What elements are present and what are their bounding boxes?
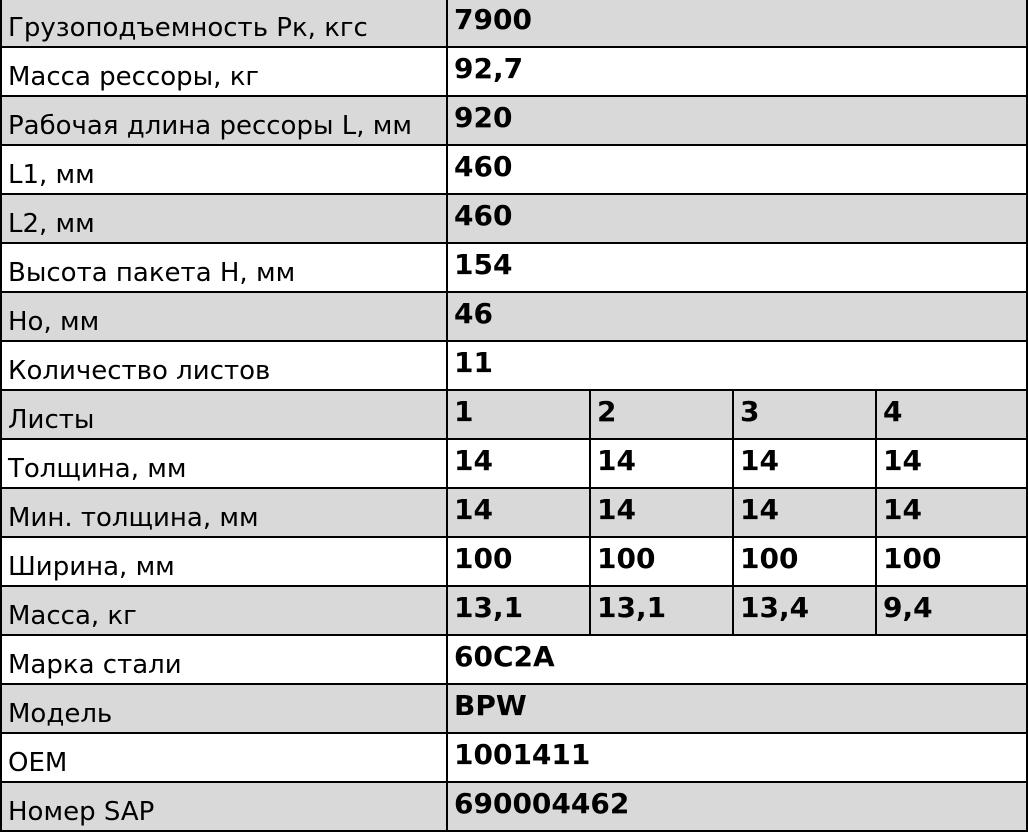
leaf-value: 9,4	[876, 586, 1027, 635]
spec-row-load-capacity	[1, 0, 1027, 47]
spec-label: Масса рессоры, кг	[1, 47, 447, 96]
spec-row-oem	[1, 733, 1027, 782]
leaf-value: 14	[590, 488, 733, 537]
leaf-row-min-thickness	[1, 488, 1027, 537]
spec-row-steel-grade	[1, 635, 1027, 684]
spec-label: OEM	[1, 733, 447, 782]
spec-row-model	[1, 684, 1027, 733]
leaf-value: 2	[590, 390, 733, 439]
leaf-value: 100	[447, 537, 590, 586]
leaf-value: 3	[733, 390, 876, 439]
leaf-value: 13,1	[590, 586, 733, 635]
spec-value: 690004462	[447, 782, 1027, 831]
spec-label: L1, мм	[1, 145, 447, 194]
leaf-row-mass	[1, 586, 1027, 635]
spec-label: L2, мм	[1, 194, 447, 243]
spec-label: Ho, мм	[1, 292, 447, 341]
leaf-value: 100	[733, 537, 876, 586]
leaf-label: Масса, кг	[1, 586, 447, 635]
spec-value: BPW	[447, 684, 1027, 733]
spec-row-working-length	[1, 96, 1027, 145]
spec-value: 460	[447, 194, 1027, 243]
leaf-label: Листы	[1, 390, 447, 439]
spec-row-spring-mass	[1, 47, 1027, 96]
spec-row-pack-height	[1, 243, 1027, 292]
leaf-row-width	[1, 537, 1027, 586]
spec-label: Рабочая длина рессоры L, мм	[1, 96, 447, 145]
leaf-value: 14	[590, 439, 733, 488]
leaf-value: 100	[876, 537, 1027, 586]
leaf-value: 4	[876, 390, 1027, 439]
spec-row-leaf-count	[1, 341, 1027, 390]
spec-label: Количество листов	[1, 341, 447, 390]
leaf-value: 100	[590, 537, 733, 586]
spec-value: 920	[447, 96, 1027, 145]
spec-value: 60С2А	[447, 635, 1027, 684]
leaf-value: 13,1	[447, 586, 590, 635]
spec-row-sap-number	[1, 782, 1027, 831]
spec-row-ho	[1, 292, 1027, 341]
leaf-value: 14	[733, 439, 876, 488]
spec-label: Номер SAP	[1, 782, 447, 831]
leaf-value: 13,4	[733, 586, 876, 635]
leaf-value: 14	[733, 488, 876, 537]
spec-value: 7900	[447, 0, 1027, 47]
spec-value: 92,7	[447, 47, 1027, 96]
leaf-label: Мин. толщина, мм	[1, 488, 447, 537]
spec-value: 46	[447, 292, 1027, 341]
leaf-value: 14	[876, 439, 1027, 488]
spec-value: 1001411	[447, 733, 1027, 782]
leaf-value: 14	[447, 488, 590, 537]
leaf-value: 1	[447, 390, 590, 439]
leaf-row-thickness	[1, 439, 1027, 488]
spec-row-l1	[1, 145, 1027, 194]
leaf-label: Ширина, мм	[1, 537, 447, 586]
leaf-value: 14	[876, 488, 1027, 537]
spec-label: Модель	[1, 684, 447, 733]
leaf-value: 14	[447, 439, 590, 488]
leaf-label: Толщина, мм	[1, 439, 447, 488]
spec-label: Высота пакета H, мм	[1, 243, 447, 292]
spec-label: Грузоподъемность Pк, кгс	[1, 0, 447, 47]
spec-value: 11	[447, 341, 1027, 390]
spec-row-l2	[1, 194, 1027, 243]
spec-value: 460	[447, 145, 1027, 194]
leaf-row-numbers	[1, 390, 1027, 439]
spec-label: Марка стали	[1, 635, 447, 684]
spec-value: 154	[447, 243, 1027, 292]
